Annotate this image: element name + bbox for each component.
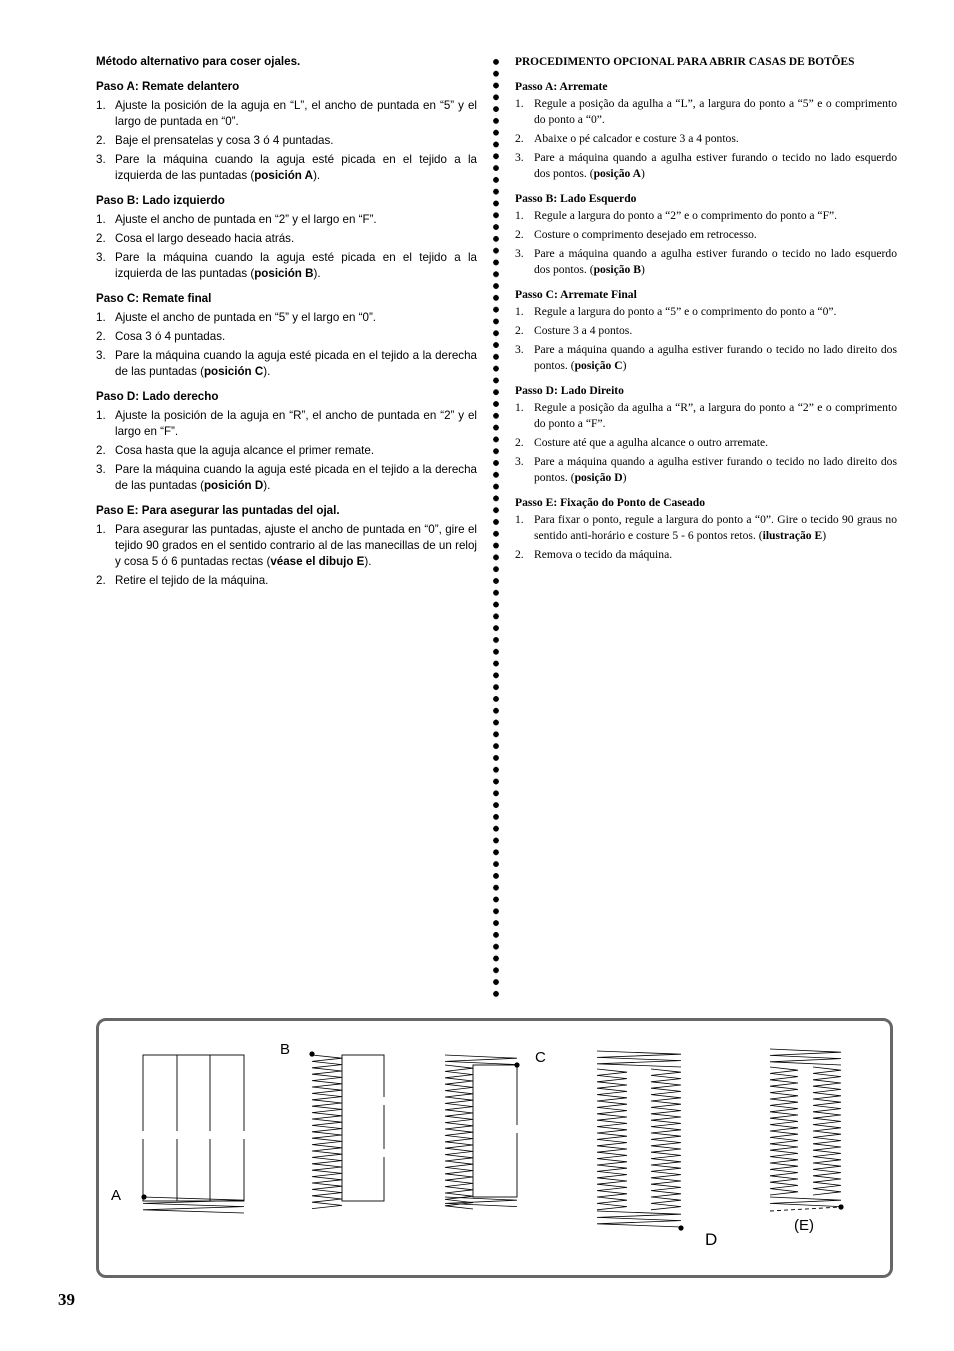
step-title: Paso B: Lado izquierdo	[96, 194, 225, 207]
stage-d-bottom-bartack	[597, 1211, 681, 1227]
list-item	[96, 212, 477, 228]
item-number: 2.	[515, 324, 524, 337]
item-text	[534, 400, 897, 432]
item-text-main: Para fixar o ponto, regule a largura do ponto a “0”. Gire o tecido 90 graus no sentido anti-horário e costure 5 - 6 pontos retos. (	[534, 513, 897, 542]
item-text	[534, 304, 897, 320]
step-list	[96, 522, 477, 589]
stage-b-outline	[342, 1055, 384, 1201]
item-number: 3.	[96, 463, 106, 476]
list-item	[515, 342, 897, 374]
item-text	[115, 231, 477, 247]
label-d: D	[705, 1230, 718, 1249]
step-list	[515, 400, 897, 486]
item-text-main: Baje el prensatelas y cosa 3 ó 4 puntadas.	[115, 134, 334, 147]
step-title: Passo E: Fixação do Ponto de Caseado	[515, 496, 706, 509]
step-title: Paso E: Para asegurar las puntadas del ojal.	[96, 504, 340, 517]
item-text-bold: posição B	[593, 263, 641, 276]
list-item	[96, 98, 477, 130]
item-number: 2.	[515, 228, 524, 241]
list-item	[515, 304, 897, 320]
step-list	[515, 304, 897, 374]
portuguese-steps	[515, 79, 897, 563]
item-text	[534, 246, 897, 278]
list-item	[515, 96, 897, 128]
item-text	[115, 310, 477, 326]
stage-e-left-column	[770, 1067, 798, 1195]
item-number: 1.	[515, 305, 524, 318]
item-text	[534, 512, 897, 544]
item-number: 3.	[96, 153, 106, 166]
stage-c-position-dot	[514, 1062, 519, 1067]
spanish-steps	[96, 79, 477, 589]
portuguese-column	[515, 54, 897, 572]
item-text	[534, 227, 897, 243]
item-text-main: Pare a máquina quando a agulha estiver furando o tecido no lado esquerdo dos pontos. (	[534, 247, 897, 276]
item-text-main: Ajuste el ancho de puntada en “5” y el largo en “0”.	[115, 311, 377, 324]
list-item	[515, 547, 897, 563]
list-item	[96, 348, 477, 380]
item-text-main: Ajuste el ancho de puntada en “2” y el largo en “F”.	[115, 213, 377, 226]
item-text	[115, 348, 477, 380]
item-text-main: Ajuste la posición de la aguja en “R”, el ancho de puntada en “2” y el largo en “F”.	[115, 409, 477, 438]
item-number: 2.	[515, 548, 524, 561]
item-text-main: Pare la máquina cuando la aguja esté picada en el tejido a la izquierda de las puntadas (	[115, 251, 477, 280]
list-item	[96, 443, 477, 459]
item-number: 3.	[96, 251, 106, 264]
stage-b-position-dot	[309, 1051, 314, 1056]
label-c: C	[535, 1049, 546, 1066]
item-text-end: ).	[263, 479, 271, 492]
item-text-main: Remova o tecido da máquina.	[534, 548, 673, 561]
item-text-bold: posición A	[254, 169, 314, 182]
item-text-main: Retire el tejido de la máquina.	[115, 574, 269, 587]
list-item	[96, 133, 477, 149]
step-list	[515, 96, 897, 182]
buttonhole-illustration	[96, 1018, 893, 1278]
list-item	[96, 310, 477, 326]
list-item	[96, 573, 477, 589]
item-text	[115, 133, 477, 149]
item-text-end: )	[822, 529, 827, 542]
list-item	[515, 400, 897, 432]
stage-c-gap	[485, 1125, 489, 1133]
step-list	[515, 208, 897, 278]
item-text-bold: ilustração E	[762, 529, 823, 542]
list-item	[515, 323, 897, 339]
step-list	[96, 310, 477, 380]
item-text-main: Regule a largura do ponto a “5” e o comprimento do ponto a “0”.	[534, 305, 837, 318]
item-text-main: Costure o comprimento desejado em retrocesso.	[534, 228, 757, 241]
stage-e-bottom-bartack	[770, 1197, 841, 1207]
stage-b-gap	[382, 1097, 386, 1105]
item-text-end: )	[622, 359, 627, 372]
item-text	[115, 250, 477, 282]
list-item	[515, 150, 897, 182]
item-text	[534, 208, 897, 224]
stage-c-top-bartack	[445, 1055, 517, 1065]
item-number: 1.	[96, 409, 106, 422]
item-text	[534, 547, 897, 563]
item-text-main: Cosa el largo deseado hacia atrás.	[115, 232, 295, 245]
item-text-main: Cosa hasta que la aguja alcance el primer remate.	[115, 444, 375, 457]
step-list	[96, 408, 477, 494]
item-text-main: Regule a largura do ponto a “2” e o comprimento do ponto a “F”.	[534, 209, 838, 222]
item-text-end: )	[640, 167, 645, 180]
stage-e-right-column	[813, 1067, 841, 1195]
stage-e-top-bartack	[770, 1049, 841, 1065]
list-item	[515, 208, 897, 224]
item-text-main: Pare la máquina cuando la aguja esté picada en el tejido a la derecha de las puntadas (	[115, 463, 477, 492]
item-number: 2.	[96, 232, 106, 245]
item-number: 1.	[515, 513, 524, 526]
stage-a-gap	[242, 1131, 246, 1139]
list-item	[96, 152, 477, 184]
item-text-main: Pare la máquina cuando la aguja esté picada en el tejido a la izquierda de las puntadas (	[115, 153, 477, 182]
item-text	[115, 462, 477, 494]
label-b: B	[280, 1041, 291, 1058]
stage-c-gap	[515, 1125, 519, 1133]
item-number: 1.	[96, 99, 106, 112]
stage-c-outline	[473, 1065, 517, 1197]
item-text-main: Costure até que a agulha alcance o outro arremate.	[534, 436, 769, 449]
item-number: 2.	[96, 134, 106, 147]
stage-c-left-column	[445, 1065, 473, 1209]
list-item	[515, 227, 897, 243]
item-text-bold: posição D	[574, 471, 623, 484]
item-number: 1.	[515, 209, 524, 222]
list-item	[96, 462, 477, 494]
item-text-main: Regule a posição da agulha a “L”, a largura do ponto a “5” e o comprimento do ponto a “0”.	[534, 97, 897, 126]
item-text	[115, 573, 477, 589]
step-list	[96, 212, 477, 282]
portuguese-heading: PROCEDIMENTO OPCIONAL PARA ABRIR CASAS DE BOTÕES	[515, 56, 855, 68]
step-title: Passo C: Arremate Final	[515, 288, 637, 301]
stage-b-gap	[351, 1149, 355, 1157]
item-number: 2.	[515, 132, 524, 145]
label-e: (E)	[794, 1217, 814, 1234]
item-text	[534, 150, 897, 182]
item-number: 3.	[515, 247, 524, 260]
buttonhole-diagram	[99, 1021, 896, 1281]
item-text	[115, 212, 477, 228]
label-a: A	[111, 1187, 122, 1204]
stage-a-gap	[175, 1131, 179, 1139]
step-title: Paso D: Lado derecho	[96, 390, 219, 403]
item-text-end: ).	[313, 169, 321, 182]
item-text-bold: posición B	[254, 267, 314, 280]
stage-a-gap	[208, 1131, 212, 1139]
item-text-main: Costure 3 a 4 pontos.	[534, 324, 633, 337]
list-item	[96, 408, 477, 440]
item-text	[115, 152, 477, 184]
stage-e-straight-stitches	[770, 1207, 841, 1211]
item-text-end: ).	[364, 555, 372, 568]
item-number: 1.	[515, 97, 524, 110]
step-list	[515, 512, 897, 563]
item-number: 2.	[96, 574, 106, 587]
column-divider	[492, 56, 500, 1001]
item-text-end: ).	[313, 267, 321, 280]
item-text-bold: posición D	[203, 479, 264, 492]
spanish-heading: Método alternativo para coser ojales.	[96, 55, 301, 68]
stage-d-left-column	[597, 1069, 627, 1210]
item-text-main: Regule a posição da agulha a “R”, a largura do ponto a “2” e o comprimento do ponto a “F”.	[534, 401, 897, 430]
item-number: 1.	[96, 523, 106, 536]
item-number: 1.	[96, 311, 106, 324]
item-text	[115, 98, 477, 130]
item-text-bold: posição A	[593, 167, 641, 180]
list-item	[96, 329, 477, 345]
item-text-end: )	[622, 471, 627, 484]
item-text-main: Pare a máquina quando a agulha estiver furando o tecido no lado direito dos pontos. (	[534, 343, 897, 372]
item-text-main: Pare a máquina quando a agulha estiver furando o tecido no lado esquerdo dos pontos. (	[534, 151, 897, 180]
stage-d-top-bartack	[597, 1051, 681, 1067]
stage-a-outline	[143, 1055, 244, 1201]
stage-b-gap	[351, 1097, 355, 1105]
stage-d-right-column	[651, 1069, 681, 1210]
list-item	[515, 512, 897, 544]
page-number: 39	[58, 1290, 75, 1309]
item-text-main: Pare la máquina cuando la aguja esté picada en el tejido a la derecha de las puntadas (	[115, 349, 477, 378]
item-text	[115, 329, 477, 345]
item-text	[534, 323, 897, 339]
list-item	[96, 231, 477, 247]
item-text-main: Para asegurar las puntadas, ajuste el ancho de puntada en “0”, gire el tejido 90 grados en el sentido contrario al de las manecillas de un reloj y cosa 5 ó 6 puntadas rectas (	[115, 523, 477, 568]
item-number: 2.	[96, 444, 106, 457]
item-number: 1.	[515, 401, 524, 414]
list-item	[515, 435, 897, 451]
item-number: 2.	[96, 330, 106, 343]
item-number: 3.	[515, 151, 524, 164]
stage-a-position-dot	[141, 1194, 146, 1199]
item-text	[534, 454, 897, 486]
list-item	[96, 250, 477, 282]
item-text-main: Pare a máquina quando a agulha estiver furando o tecido no lado direito dos pontos. (	[534, 455, 897, 484]
list-item	[515, 246, 897, 278]
item-text	[115, 522, 477, 570]
item-text	[534, 96, 897, 128]
item-text	[534, 131, 897, 147]
stage-d-position-dot	[678, 1225, 683, 1230]
item-text	[115, 408, 477, 440]
item-text-end: )	[640, 263, 645, 276]
list-item	[515, 454, 897, 486]
item-number: 3.	[515, 455, 524, 468]
item-text-main: Cosa 3 ó 4 puntadas.	[115, 330, 226, 343]
item-text-end: ).	[263, 365, 271, 378]
stage-a-bartack	[143, 1197, 244, 1213]
list-item	[515, 131, 897, 147]
item-text-main: Abaixe o pé calcador e costure 3 a 4 pontos.	[534, 132, 739, 145]
item-number: 3.	[515, 343, 524, 356]
stage-b-left-column	[312, 1055, 342, 1209]
step-title: Passo B: Lado Esquerdo	[515, 192, 637, 205]
item-text	[534, 435, 897, 451]
step-title: Passo A: Arremate	[515, 80, 608, 93]
item-text	[115, 443, 477, 459]
stage-b-gap	[382, 1149, 386, 1157]
item-text-bold: posição C	[574, 359, 623, 372]
item-number: 1.	[96, 213, 106, 226]
item-text-bold: posición C	[203, 365, 264, 378]
step-list	[96, 98, 477, 184]
spanish-column	[96, 54, 477, 598]
stage-e-position-dot	[838, 1204, 843, 1209]
item-text-bold: véase el dibujo E	[270, 555, 365, 568]
item-number: 3.	[96, 349, 106, 362]
step-title: Passo D: Lado Direito	[515, 384, 624, 397]
item-text-main: Ajuste la posición de la aguja en “L”, el ancho de puntada en “5” y el largo de puntada en “0”.	[115, 99, 477, 128]
step-title: Paso A: Remate delantero	[96, 80, 240, 93]
item-number: 2.	[515, 436, 524, 449]
list-item	[96, 522, 477, 570]
item-text	[534, 342, 897, 374]
step-title: Paso C: Remate final	[96, 292, 212, 305]
stage-a-gap	[141, 1131, 145, 1139]
